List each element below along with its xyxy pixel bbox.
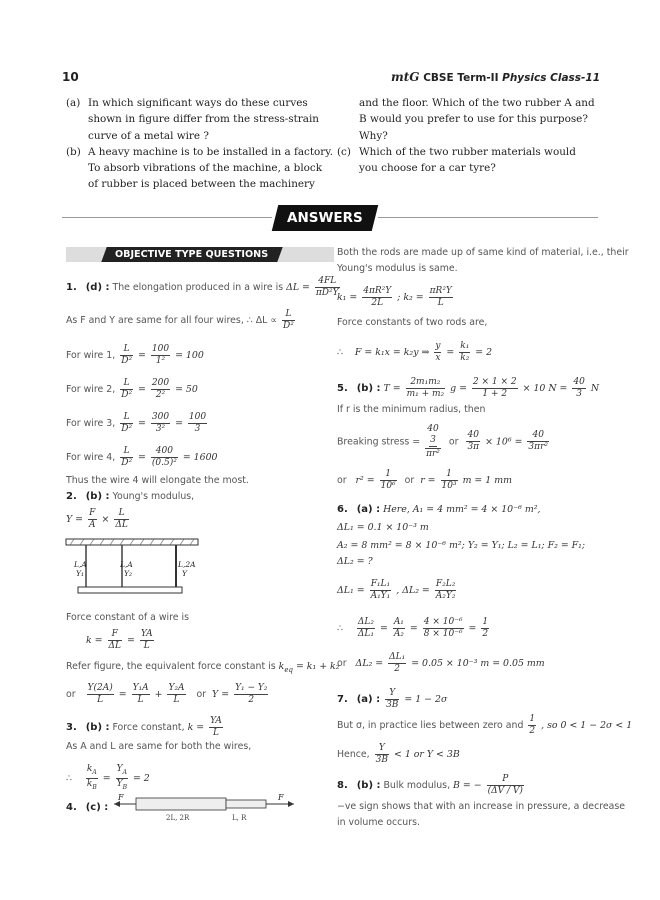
wire-1-label: L,A xyxy=(74,560,87,569)
answer-3-line: 3. (b) : Force constant, k = $\frac{YA}{L}$ xyxy=(66,716,222,738)
brand-logo: mtG xyxy=(391,70,420,84)
rod-1-label: 2L, 2R xyxy=(166,814,190,822)
answer-1-conclusion: Thus the wire 4 will elongate the most. xyxy=(66,475,249,486)
page-number: 10 xyxy=(62,70,79,84)
section-title: OBJECTIVE TYPE QUESTIONS xyxy=(101,247,282,262)
bottom-bar xyxy=(78,587,182,593)
equivalent-force-constant: Refer figure, the equivalent force constant is $k_{eq} = k_1 + k_2$ xyxy=(66,661,340,674)
elongation-ratio: ∴ $\frac{\text{ΔL₂}}{\text{ΔL₁}}$ = $\frac{\text{A₁}}{\text{A₂}}$ = $\frac{\text{4 × 10⁻⁶}}{\text{8 × 10⁻⁶}}$ = $\frac{1}{2}$ xyxy=(337,617,489,639)
answer-7-conclusion: Hence, $\frac{Y}{3B}$ < 1 or Y < 3B xyxy=(337,743,460,765)
question-c: (c) Which of the two rubber materials would you choose for a car tyre? xyxy=(337,145,576,175)
force-label-left: F xyxy=(118,793,124,802)
rods-material-line2: Young's modulus is same. xyxy=(337,263,458,274)
question-a: (a) In which significant ways do these curves shown in figure differ from the stress-strain curve of a metal wire ? xyxy=(66,97,319,142)
wire-4-row: For wire 4, $\frac{L}{\text{D²}}$ = $\frac{400}{\text{(0.5)²}}$ = 1600 xyxy=(66,446,218,468)
answer-6-line: 6. (a) : Here, A₁ = 4 mm² = 4 × 10⁻⁶ m², xyxy=(337,504,541,515)
force-ratio-expr: ∴ F = k₁x = k₂y ⇒ $\frac{y}{x}$ = $\frac{\text{k₁}}{\text{k₂}}$ = 2 xyxy=(337,341,493,363)
questions-right xyxy=(337,95,603,176)
elongation-result: or ΔL₂ = $\frac{\text{ΔL₁}}{2}$ = 0.05 × 10⁻³ m = 0.05 mm xyxy=(337,652,545,674)
answer-2-line: 2. (b) : Young's modulus, xyxy=(66,491,195,502)
wire-3-row: For wire 3, $\frac{L}{\text{D²}}$ = $\frac{300}{\text{3²}}$ = $\frac{100}{3}$ xyxy=(66,412,207,434)
answer-3-ratio: ∴ $\frac{k_A}{k_B}$ = $\frac{Y_A}{Y_B}$ = 2 xyxy=(66,764,150,791)
answer-8-line: 8. (b) : Bulk modulus, B = − $\frac{P}{(\Delta V / V)}$ xyxy=(337,774,523,796)
answer-8-explanation-1: −ve sign shows that with an increase in pressure, a decrease xyxy=(337,801,626,812)
rod-1 xyxy=(136,798,226,810)
radius-result: or r² = $\frac{1}{\text{10⁶}}$ or r = $\frac{1}{\text{10³}}$ m = 1 mm xyxy=(337,469,512,491)
question-b-continued: and the floor. Which of the two rubber A and B would you prefer to use for this purpose? Why? xyxy=(359,97,595,142)
subject-label: Physics Class-11 xyxy=(502,72,600,84)
wire-2-label: L,A xyxy=(120,560,133,569)
answer-5-line: 5. (b) : T = $\frac{\text{2m₁m₂}}{\text{m₁ + m₂}}$ g = $\frac{2 \times 1 \times 2}{1 + 2}$ × 10 N = $\frac{40}{3}$ N xyxy=(337,377,600,399)
force-constants-text: Force constants of two rods are, xyxy=(337,317,488,328)
divider-right xyxy=(378,217,598,218)
youngs-modulus-derivation: or $\frac{Y(2A)}{L}$ = $\frac{\text{Y₁A}}{L}$ + $\frac{\text{Y₂A}}{L}$ or Y = $\frac{\text{Y₁ − Y₂}}{2}$ xyxy=(66,683,268,705)
answer-8-explanation-2: in volume occurs. xyxy=(337,817,420,828)
wire-2-row: For wire 2, $\frac{L}{\text{D²}}$ = $\frac{200}{\text{2²}}$ = 50 xyxy=(66,378,198,400)
divider-left xyxy=(62,217,272,218)
arrow-head-right xyxy=(288,801,294,807)
answer-1-proportion: As F and Y are same for all four wires, ∴ ΔL ∝ $\frac{L}{\text{D²}}$ xyxy=(66,309,294,331)
force-constant-expr: k = $\frac{F}{\Delta L}$ = $\frac{YA}{L}$ xyxy=(86,629,153,651)
series-label: CBSE Term-II xyxy=(423,72,499,84)
answer-6-a2: A₂ = 8 mm² = 8 × 10⁻⁶ m²; Y₂ = Y₁; L₂ = L₁; F₂ = F₁; xyxy=(337,540,586,551)
wire-3-modulus: Y xyxy=(182,569,187,578)
answer-6-dl1: ΔL₁ = 0.1 × 10⁻³ m xyxy=(337,522,429,533)
elongation-formulas: ΔL₁ = $\frac{\text{F₁L₁}}{\text{A₁Y₁}}$ , ΔL₂ = $\frac{\text{F₂L₂}}{\text{A₂Y₂}}$ xyxy=(337,579,456,601)
questions-left xyxy=(66,95,336,193)
youngs-modulus-expr: Y = $\frac{F}{A}$ × $\frac{L}{\Delta L}$ xyxy=(66,508,128,530)
answer-1-line: 1. (d) : The elongation produced in a wire is ΔL = $\frac{4FL}{\text{πD²Y}}$ xyxy=(66,276,339,298)
force-constants-expr: k₁ = $\frac{\text{4πR²Y}}{2L}$ ; k₂ = $\frac{\text{πR²Y}}{L}$ xyxy=(337,286,452,308)
answer-5-radius-text: If r is the minimum radius, then xyxy=(337,404,486,415)
answer-3-condition: As A and L are same for both the wires, xyxy=(66,741,252,752)
answers-banner: ANSWERS xyxy=(272,205,378,231)
rods-figure xyxy=(112,792,322,824)
fraction: $\frac{4FL}{\text{πD²Y}}$ xyxy=(315,276,339,298)
answer-4-line: 4. (c) : xyxy=(66,802,109,813)
rod-2-label: L, R xyxy=(232,814,247,822)
question-b: (b) A heavy machine is to be installed in a factory. To absorb vibrations of the machine, a block of rubber is placed between the machinery xyxy=(66,145,334,191)
wires-figure xyxy=(64,537,204,599)
force-label-right: F xyxy=(278,793,284,802)
wire-2-modulus: Y₂ xyxy=(124,569,132,578)
force-constant-text: Force constant of a wire is xyxy=(66,612,189,623)
answer-7-sigma: But σ, in practice lies between zero and $\frac{1}{2}$ , so 0 < 1 − 2σ < 1 xyxy=(337,714,633,736)
wire-1-row: For wire 1, $\frac{L}{\text{D²}}$ = $\frac{100}{\text{1²}}$ = 100 xyxy=(66,344,204,366)
support-hatching xyxy=(70,539,194,545)
answer-6-dl2: ΔL₂ = ? xyxy=(337,556,373,567)
breaking-stress-expr: Breaking stress = 40 3 πr² or $\frac{40}{3\pi}$ × 10⁶ = $\frac{40}{\text{3πr²}}$ xyxy=(337,424,548,459)
wire-1-modulus: Y₁ xyxy=(76,569,84,578)
wire-3-label: L,2A xyxy=(178,560,196,569)
running-header xyxy=(391,70,600,84)
rods-material-line1: Both the rods are made up of same kind of material, i.e., their xyxy=(337,247,629,258)
rod-2 xyxy=(226,800,266,808)
answer-7-line: 7. (a) : $\frac{Y}{3B}$ = 1 − 2σ xyxy=(337,688,448,710)
